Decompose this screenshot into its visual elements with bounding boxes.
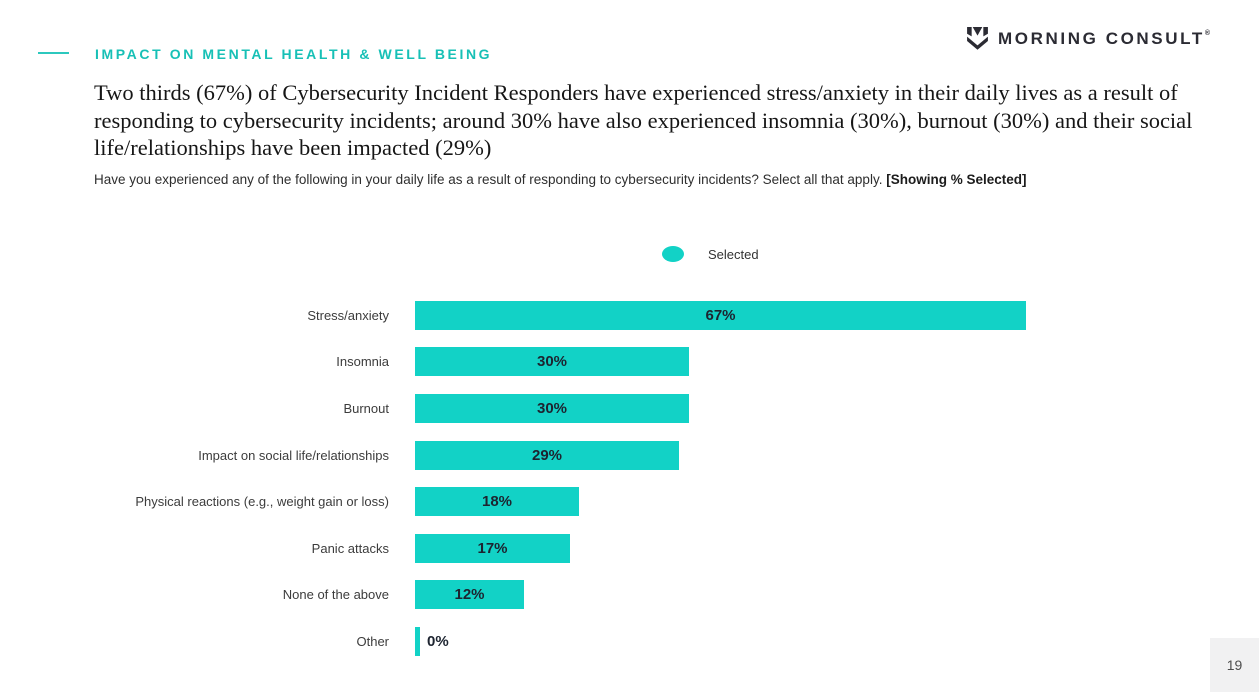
value-label: 17% (477, 539, 508, 557)
page-number: 19 (1226, 657, 1243, 673)
value-label: 18% (481, 493, 513, 511)
bar (415, 394, 689, 423)
legend-label: Selected (708, 246, 759, 262)
bar-area (415, 487, 579, 516)
category-label: Insomnia (336, 354, 389, 370)
section-eyebrow: IMPACT ON MENTAL HEALTH & WELL BEING (95, 46, 493, 62)
bar-area (415, 441, 679, 470)
bar (415, 347, 689, 376)
survey-question-text: Have you experienced any of the following in your daily life as a result of responding to cybersecurity incidents? Select all that apply. (94, 172, 883, 187)
slide-title: Two thirds (67%) of Cybersecurity Incident Responders have experienced stress/anxiety in their daily lives as a result of responding to cybersecurity incidents; around 30% have also experienced insomnia (30%), burnout (30%) and their social life/relationships have been impacted (29%) (94, 80, 1193, 160)
chart-row (0, 478, 1259, 525)
accent-dash (38, 52, 69, 54)
category-label: None of the above (282, 587, 389, 603)
category-label: Burnout (343, 400, 389, 416)
value-label: 0% (427, 632, 449, 650)
category-label: Physical reactions (e.g., weight gain or loss) (135, 494, 389, 510)
value-label: 30% (536, 399, 568, 417)
chart-row (0, 618, 1259, 665)
morning-consult-logo (965, 27, 1210, 50)
survey-question-note: [Showing % Selected] (886, 172, 1027, 187)
bar-area (415, 534, 570, 563)
bar-area (415, 627, 449, 656)
value-label: 67% (705, 306, 736, 324)
chart-row (0, 339, 1259, 386)
category-label: Other (356, 633, 389, 649)
chart-row (0, 572, 1259, 619)
chart-row (0, 385, 1259, 432)
value-label: 30% (536, 353, 568, 371)
value-label: 12% (454, 586, 485, 604)
bar (415, 487, 579, 516)
chart-row (0, 525, 1259, 572)
category-label: Impact on social life/relationships (198, 447, 389, 463)
bar-area (415, 347, 689, 376)
chart-row (0, 432, 1259, 479)
bar-area (415, 301, 1026, 330)
bar-chart (0, 292, 1259, 665)
bar (415, 301, 1026, 330)
bar (415, 580, 524, 609)
chart-row (0, 292, 1259, 339)
chart-legend (662, 246, 759, 262)
registered-mark: ® (1204, 29, 1210, 37)
bar (415, 441, 679, 470)
survey-question (94, 172, 1224, 187)
value-label: 29% (531, 446, 563, 464)
logo-text: MORNING CONSULT® (998, 28, 1210, 48)
page-number-badge (1210, 638, 1259, 692)
morning-consult-m-icon (965, 27, 990, 50)
bar-area (415, 394, 689, 423)
category-label: Panic attacks (311, 540, 389, 556)
bar (415, 627, 420, 656)
bar (415, 534, 570, 563)
category-label: Stress/anxiety (307, 307, 389, 323)
bar-area (415, 580, 524, 609)
legend-dot-icon (662, 246, 684, 262)
